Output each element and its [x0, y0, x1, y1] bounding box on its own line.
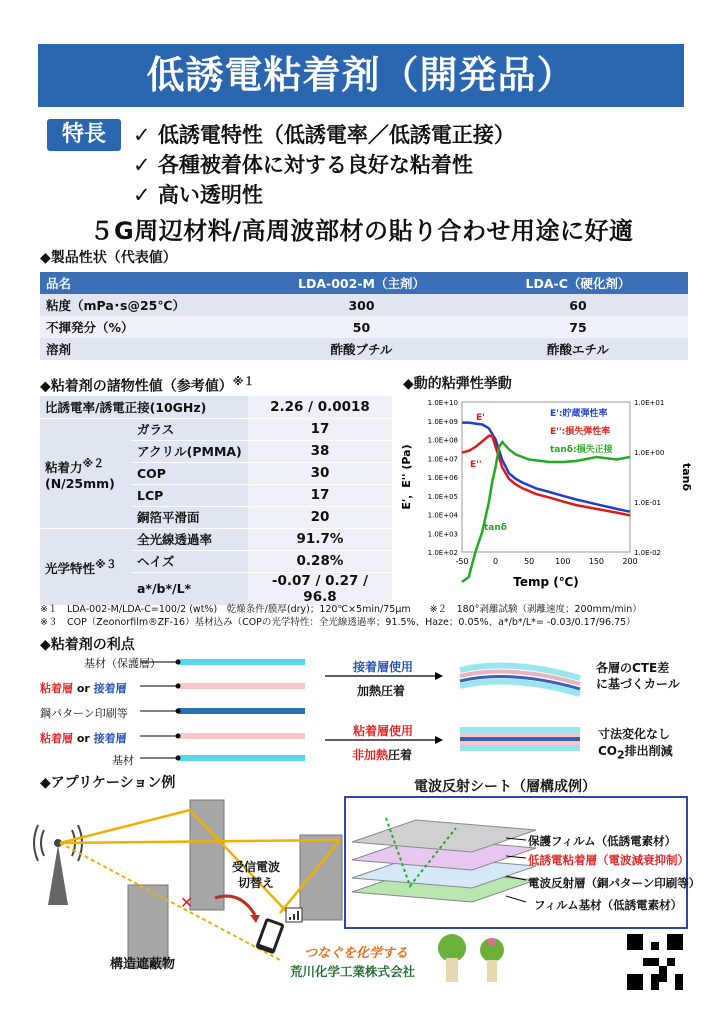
result-no-change: 寸法変化なし: [598, 727, 671, 741]
bonding-label: 接着層: [93, 732, 127, 745]
x-tick-label: 100: [555, 557, 571, 566]
page-title: 低誘電粘着剤（開発品）: [38, 44, 684, 107]
company-slogan: つなぐを化学する: [304, 946, 409, 961]
antenna-tower-icon: [34, 825, 82, 905]
row-label: 銅箔平滑面: [132, 506, 248, 528]
application-scene: [30, 790, 350, 990]
physical-table: [40, 396, 392, 606]
legend-entry: tanδ:損失正接: [550, 445, 613, 455]
table-row: [40, 528, 392, 550]
blocked-mark-icon: ✕: [180, 893, 194, 912]
y-tick-label: 1.0E+05: [427, 492, 458, 501]
adhesive-label: 粘着層: [40, 732, 73, 745]
or-label: or: [76, 682, 90, 695]
feature-item-2: ✓ 各種被着体に対する良好な粘着性: [133, 153, 473, 177]
x-tick-label: 50: [524, 557, 535, 566]
layer-label-protect: 保護フィルム（低誘電素材）: [528, 834, 677, 848]
headline: ５G周辺材料/高周波部材の貼り合わせ用途に好適: [89, 217, 634, 245]
switch-line1: 受信電波: [232, 860, 281, 874]
company-name: 荒川化学工業株式会社: [290, 964, 416, 979]
arrow2-top-label: 粘着層使用: [353, 724, 414, 738]
column-header: 品名: [40, 272, 255, 294]
application-heading: ◆アプリケーション例: [40, 775, 176, 791]
layer-stack: [140, 659, 305, 761]
result-curl: 各層のCTE差 に基づくカール: [596, 661, 680, 691]
layer-adhesive-top: [178, 683, 305, 689]
table-cell: 300: [255, 294, 468, 316]
x-axis-label: Temp (℃): [513, 575, 579, 589]
arrow2-bottom-label: [352, 746, 412, 763]
table-row: [40, 338, 688, 360]
column-header: LDA-002-M（主剤）: [255, 272, 468, 294]
feature-item-1: ✓ 低誘電特性（低誘電率／低誘電正接）: [133, 123, 515, 147]
column-header: LDA-C（硬化剤）: [468, 272, 688, 294]
legend-entry: E'':損失弾性率: [550, 427, 611, 437]
layer-label-base: 基材: [112, 754, 134, 767]
co2-tail: 排出削減: [624, 744, 673, 758]
non-heat-label: 非加熱: [352, 748, 389, 762]
table-cell: 38: [248, 440, 392, 462]
table-cell: 91.7%: [248, 528, 392, 550]
table-cell: 2.26 / 0.0018: [248, 396, 392, 418]
adhesion-label-text: 粘着力: [45, 460, 83, 476]
smartphone-icon: [255, 918, 285, 955]
bonding-label: 接着層: [93, 682, 127, 695]
y2-tick-label: 1.0E+01: [634, 399, 665, 407]
y-tick-label: 1.0E+03: [427, 530, 458, 539]
y-tick-label: 1.0E+10: [427, 399, 458, 407]
row-label: 不揮発分（%）: [40, 316, 255, 338]
signal-icon: [286, 908, 302, 922]
x-tick-label: 200: [622, 557, 638, 566]
dma-chart: [400, 392, 693, 597]
layer-base: [178, 755, 305, 761]
y2-tick-label: 1.0E+00: [634, 449, 665, 457]
legend-entry: E':貯蔵弾性率: [550, 409, 608, 419]
physical-heading: [40, 373, 254, 396]
row-label: 比誘電率/誘電正接(10GHz): [40, 396, 248, 418]
table-cell: 75: [468, 316, 688, 338]
layer-label-adhesive: 低誘電粘着層（電波減衰抑制）: [528, 853, 689, 867]
row-label: a*/b*/L*: [132, 572, 248, 605]
y-tick-label: 1.0E+09: [427, 417, 458, 426]
table-row: [40, 396, 392, 418]
layer-copper: [178, 708, 305, 714]
table-cell: 17: [248, 418, 392, 440]
table-cell: 60: [468, 294, 688, 316]
feature-item-3: ✓ 高い透明性: [133, 183, 263, 207]
adhesion-note: ※２: [82, 456, 105, 470]
press-label: 圧着: [388, 748, 413, 762]
co2-sub: 2: [617, 748, 625, 762]
sheet-title: 電波反射シート（層構成例）: [414, 779, 596, 795]
table-row: [40, 418, 392, 440]
properties-heading: ◆製品性状（代表値）: [40, 250, 177, 266]
layer-label-reflect: 電波反射層（銅パターン印刷等）: [528, 876, 701, 890]
physical-heading-text: ◆粘着剤の諸物性値（参考値）: [40, 378, 233, 395]
y2-axis-label: tanδ: [680, 462, 693, 492]
or-label: or: [76, 732, 90, 745]
y-tick-label: 1.0E+02: [427, 549, 458, 557]
series-label: tanδ: [484, 523, 507, 533]
table-cell: 17: [248, 484, 392, 506]
y-axis-label: E'，E'' (Pa): [400, 444, 413, 510]
mascot-icon: [432, 930, 512, 990]
y-tick-label: 1.0E+06: [427, 474, 458, 482]
table-cell: 0.28%: [248, 550, 392, 572]
row-label: ガラス: [132, 418, 248, 440]
adhesive-label: 粘着層: [40, 682, 73, 695]
layer-pair-label: [40, 730, 127, 746]
result-co2: [598, 742, 673, 761]
row-label: アクリル(PMMA): [132, 440, 248, 462]
row-label: COP: [132, 462, 248, 484]
switch-label: [232, 859, 280, 891]
x-tick-label: 0: [493, 557, 499, 566]
footnote-2: ※３ COP（Zeonorfilm®ZF-16）基材込み（COPの光学特性：全光線透過率；91.5%、Haze；0.05%、a*/b*/L*= -0.03/0.17/96.75）: [40, 617, 636, 628]
series-label: E'': [470, 460, 482, 470]
layer-label-film: フィルム基材（低誘電素材）: [534, 898, 683, 912]
row-label: 溶剤: [40, 338, 255, 360]
layer-adhesive-bottom: [178, 733, 305, 739]
table-cell: 酢酸ブチル: [255, 338, 468, 360]
table-cell: 50: [255, 316, 468, 338]
table-header-row: [40, 272, 688, 294]
row-label: LCP: [132, 484, 248, 506]
qr-code-icon: [627, 934, 683, 990]
optical-note: ※３: [95, 557, 117, 571]
y2-tick-label: 1.0E-01: [634, 499, 661, 507]
adhesion-label: [40, 418, 132, 528]
table-cell: -0.07 / 0.27 / 96.8: [248, 572, 392, 605]
row-label: 粘度（mPa･s@25℃）: [40, 294, 255, 316]
series-label: E': [476, 413, 485, 423]
obstacle-label: 構造遮蔽物: [110, 957, 176, 972]
table-cell: 酢酸エチル: [468, 338, 688, 360]
properties-table: [40, 272, 688, 360]
switch-line2: 切替え: [238, 876, 275, 890]
layer-pair-label: [40, 680, 127, 696]
y-tick-label: 1.0E+07: [427, 455, 458, 464]
y-tick-label: 1.0E+08: [427, 436, 458, 445]
curled-laminate: [460, 666, 580, 695]
physical-heading-note: ※１: [232, 375, 255, 388]
y2-tick-label: 1.0E-02: [634, 549, 661, 557]
features-badge: 特長: [47, 119, 121, 151]
x-tick-label: 150: [588, 557, 605, 566]
x-tick-label: -50: [455, 557, 469, 566]
table-cell: 20: [248, 506, 392, 528]
advantages-heading: ◆粘着剤の利点: [40, 637, 135, 653]
row-label: 全光線透過率: [132, 528, 248, 550]
optical-label: [40, 528, 132, 605]
row-label: ヘイズ: [132, 550, 248, 572]
flat-laminate: [460, 727, 580, 751]
adhesion-unit: (N/25mm): [45, 476, 115, 492]
chart-title: ◆動的粘弾性挙動: [403, 376, 512, 392]
arrow1-top-label: 接着層使用: [353, 660, 414, 674]
table-row: [40, 316, 688, 338]
optical-label-text: 光学特性: [45, 561, 96, 577]
co2-text: CO: [598, 744, 618, 758]
layer-label-copper: 鋼パターン印刷等: [40, 707, 128, 720]
y-tick-label: 1.0E+04: [427, 511, 458, 520]
footnote-1: ※１ LDA-002-M/LDA-C=100/2 (wt%) 乾燥条件/膜厚(dry)；120℃×5min/75μm ※２ 180°剥離試験（剥離速度；200mm/min）: [40, 604, 642, 615]
table-row: [40, 294, 688, 316]
arrow1-bottom-label: 加熱圧着: [357, 684, 406, 698]
table-cell: 30: [248, 462, 392, 484]
layer-base-protect: [178, 659, 305, 665]
layer-label-base-protect: 基材（保護層）: [84, 657, 161, 670]
